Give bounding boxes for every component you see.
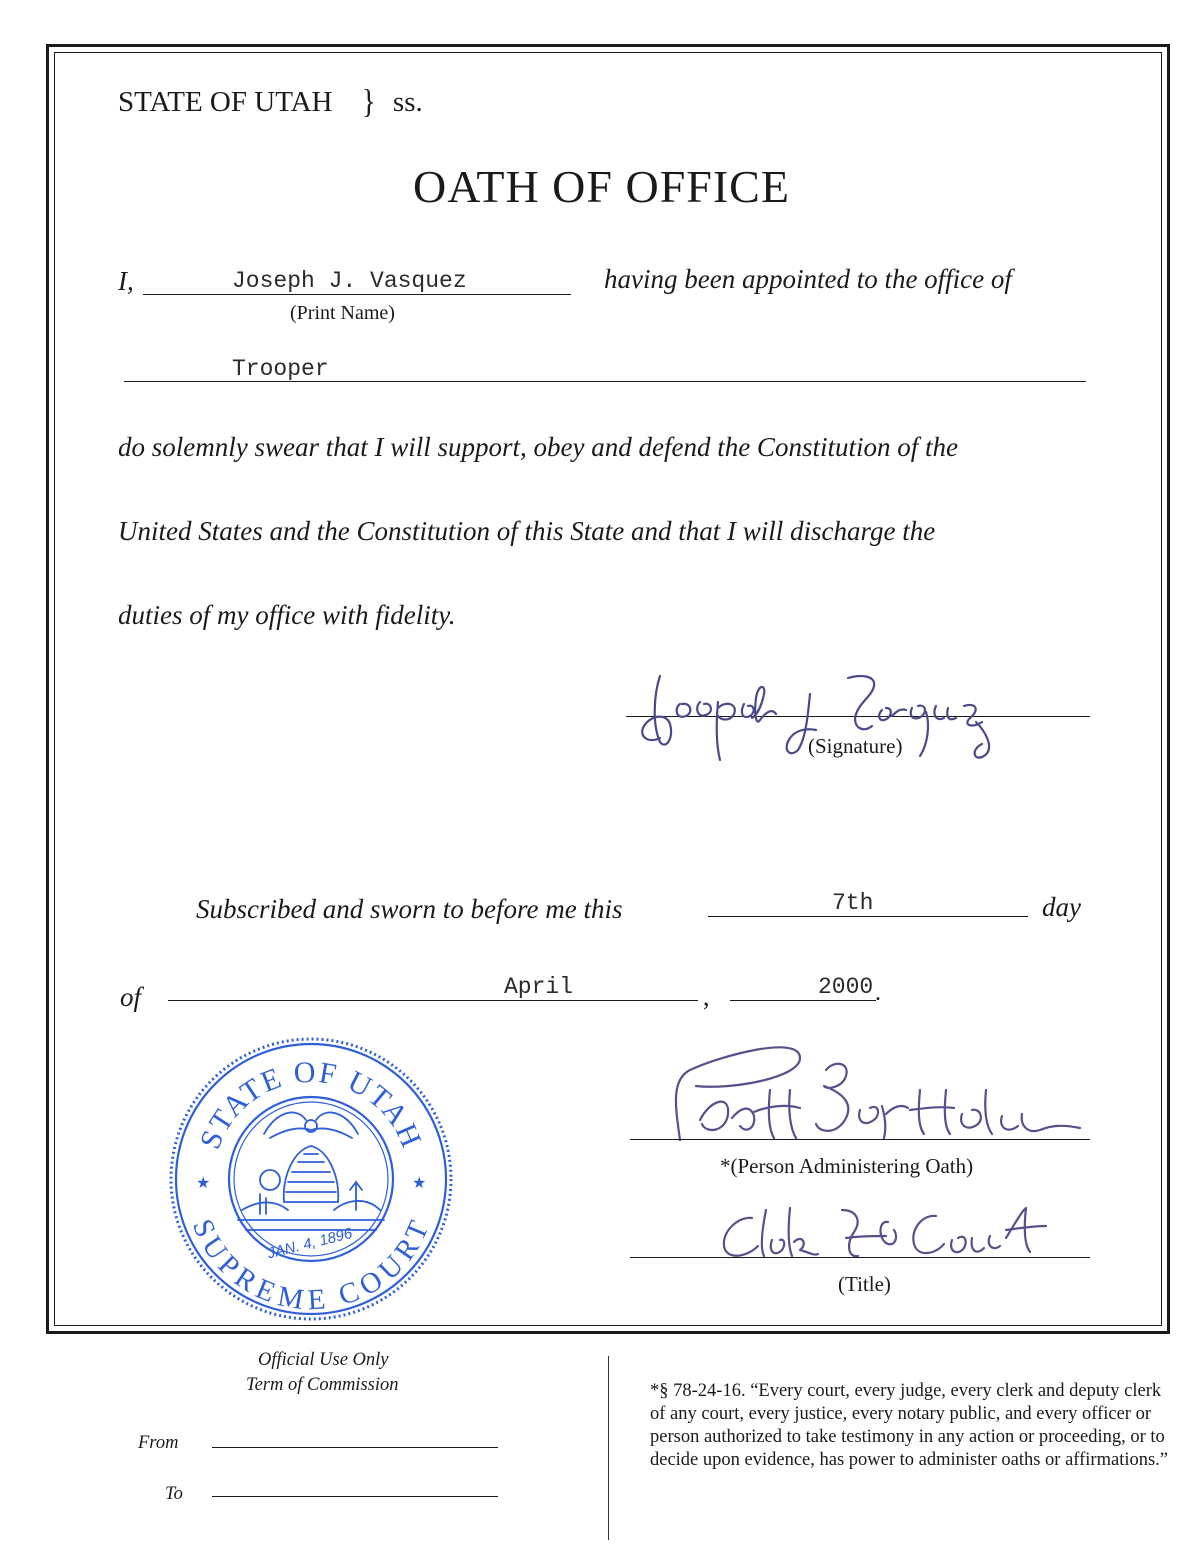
- day-value: 7th: [832, 890, 874, 916]
- venue-brace: }: [361, 83, 376, 121]
- of-word: of: [120, 982, 142, 1012]
- seal-bottom-text: SUPREME COURT: [185, 1214, 437, 1317]
- administrator-caption: *(Person Administering Oath): [720, 1154, 974, 1178]
- svg-text:★: ★: [412, 1173, 427, 1192]
- document-title: OATH OF OFFICE: [413, 161, 790, 212]
- day-line: [708, 916, 1028, 917]
- oath-line-3: duties of my office with fidelity.: [118, 600, 456, 630]
- venue-line: [118, 83, 423, 121]
- seal-top-text: STATE OF UTAH: [193, 1055, 429, 1154]
- prefix-i: I,: [118, 266, 134, 296]
- oath-line-2: United States and the Constitution of this State and that I will discharge the: [118, 516, 936, 546]
- seal-date: JAN. 4, 1896: [265, 1224, 355, 1263]
- to-field-line: [212, 1496, 498, 1497]
- date-comma: ,: [703, 982, 710, 1011]
- day-word: day: [1042, 892, 1081, 922]
- month-line: [168, 1000, 698, 1001]
- seal-emblem: [238, 1112, 384, 1230]
- appointed-text: having been appointed to the office of: [604, 264, 1012, 294]
- from-label: From: [138, 1433, 179, 1453]
- administrator-signature: [650, 1030, 1090, 1150]
- term-commission-heading: Term of Commission: [246, 1375, 399, 1395]
- supreme-court-seal: [166, 1034, 456, 1324]
- official-use-heading: Official Use Only: [258, 1350, 389, 1370]
- venue-ss: ss.: [392, 86, 423, 118]
- footer-divider: [608, 1356, 609, 1540]
- administrator-line: [630, 1139, 1090, 1140]
- office-value: Trooper: [232, 356, 329, 382]
- to-label: To: [165, 1484, 183, 1504]
- print-name-caption: (Print Name): [290, 302, 395, 324]
- title-caption: (Title): [838, 1272, 891, 1296]
- jurat-intro: Subscribed and sworn to before me this: [196, 894, 623, 924]
- title-line: [630, 1257, 1090, 1258]
- oath-line-1: do solemnly swear that I will support, obey and defend the Constitution of the: [118, 432, 958, 462]
- signature-caption: (Signature): [808, 734, 903, 758]
- print-name-line: [143, 294, 571, 295]
- year-period: .: [875, 980, 881, 1006]
- title-handwritten: [710, 1200, 1050, 1270]
- from-field-line: [212, 1447, 498, 1448]
- year-line: [730, 1000, 876, 1001]
- statute-footnote: *§ 78-24-16. “Every court, every judge, every clerk and deputy clerk of any court, every justice, every notary public, and every officer or person authorized to take testimony in any action or proceeding, or to decide upon evidence, has power to administer oaths or affirmations.”: [650, 1381, 1169, 1470]
- print-name-value: Joseph J. Vasquez: [232, 268, 467, 294]
- month-value: April: [504, 974, 574, 1000]
- venue-state: STATE OF UTAH: [118, 86, 333, 118]
- year-value: 2000: [818, 974, 874, 1000]
- svg-text:★: ★: [196, 1173, 211, 1192]
